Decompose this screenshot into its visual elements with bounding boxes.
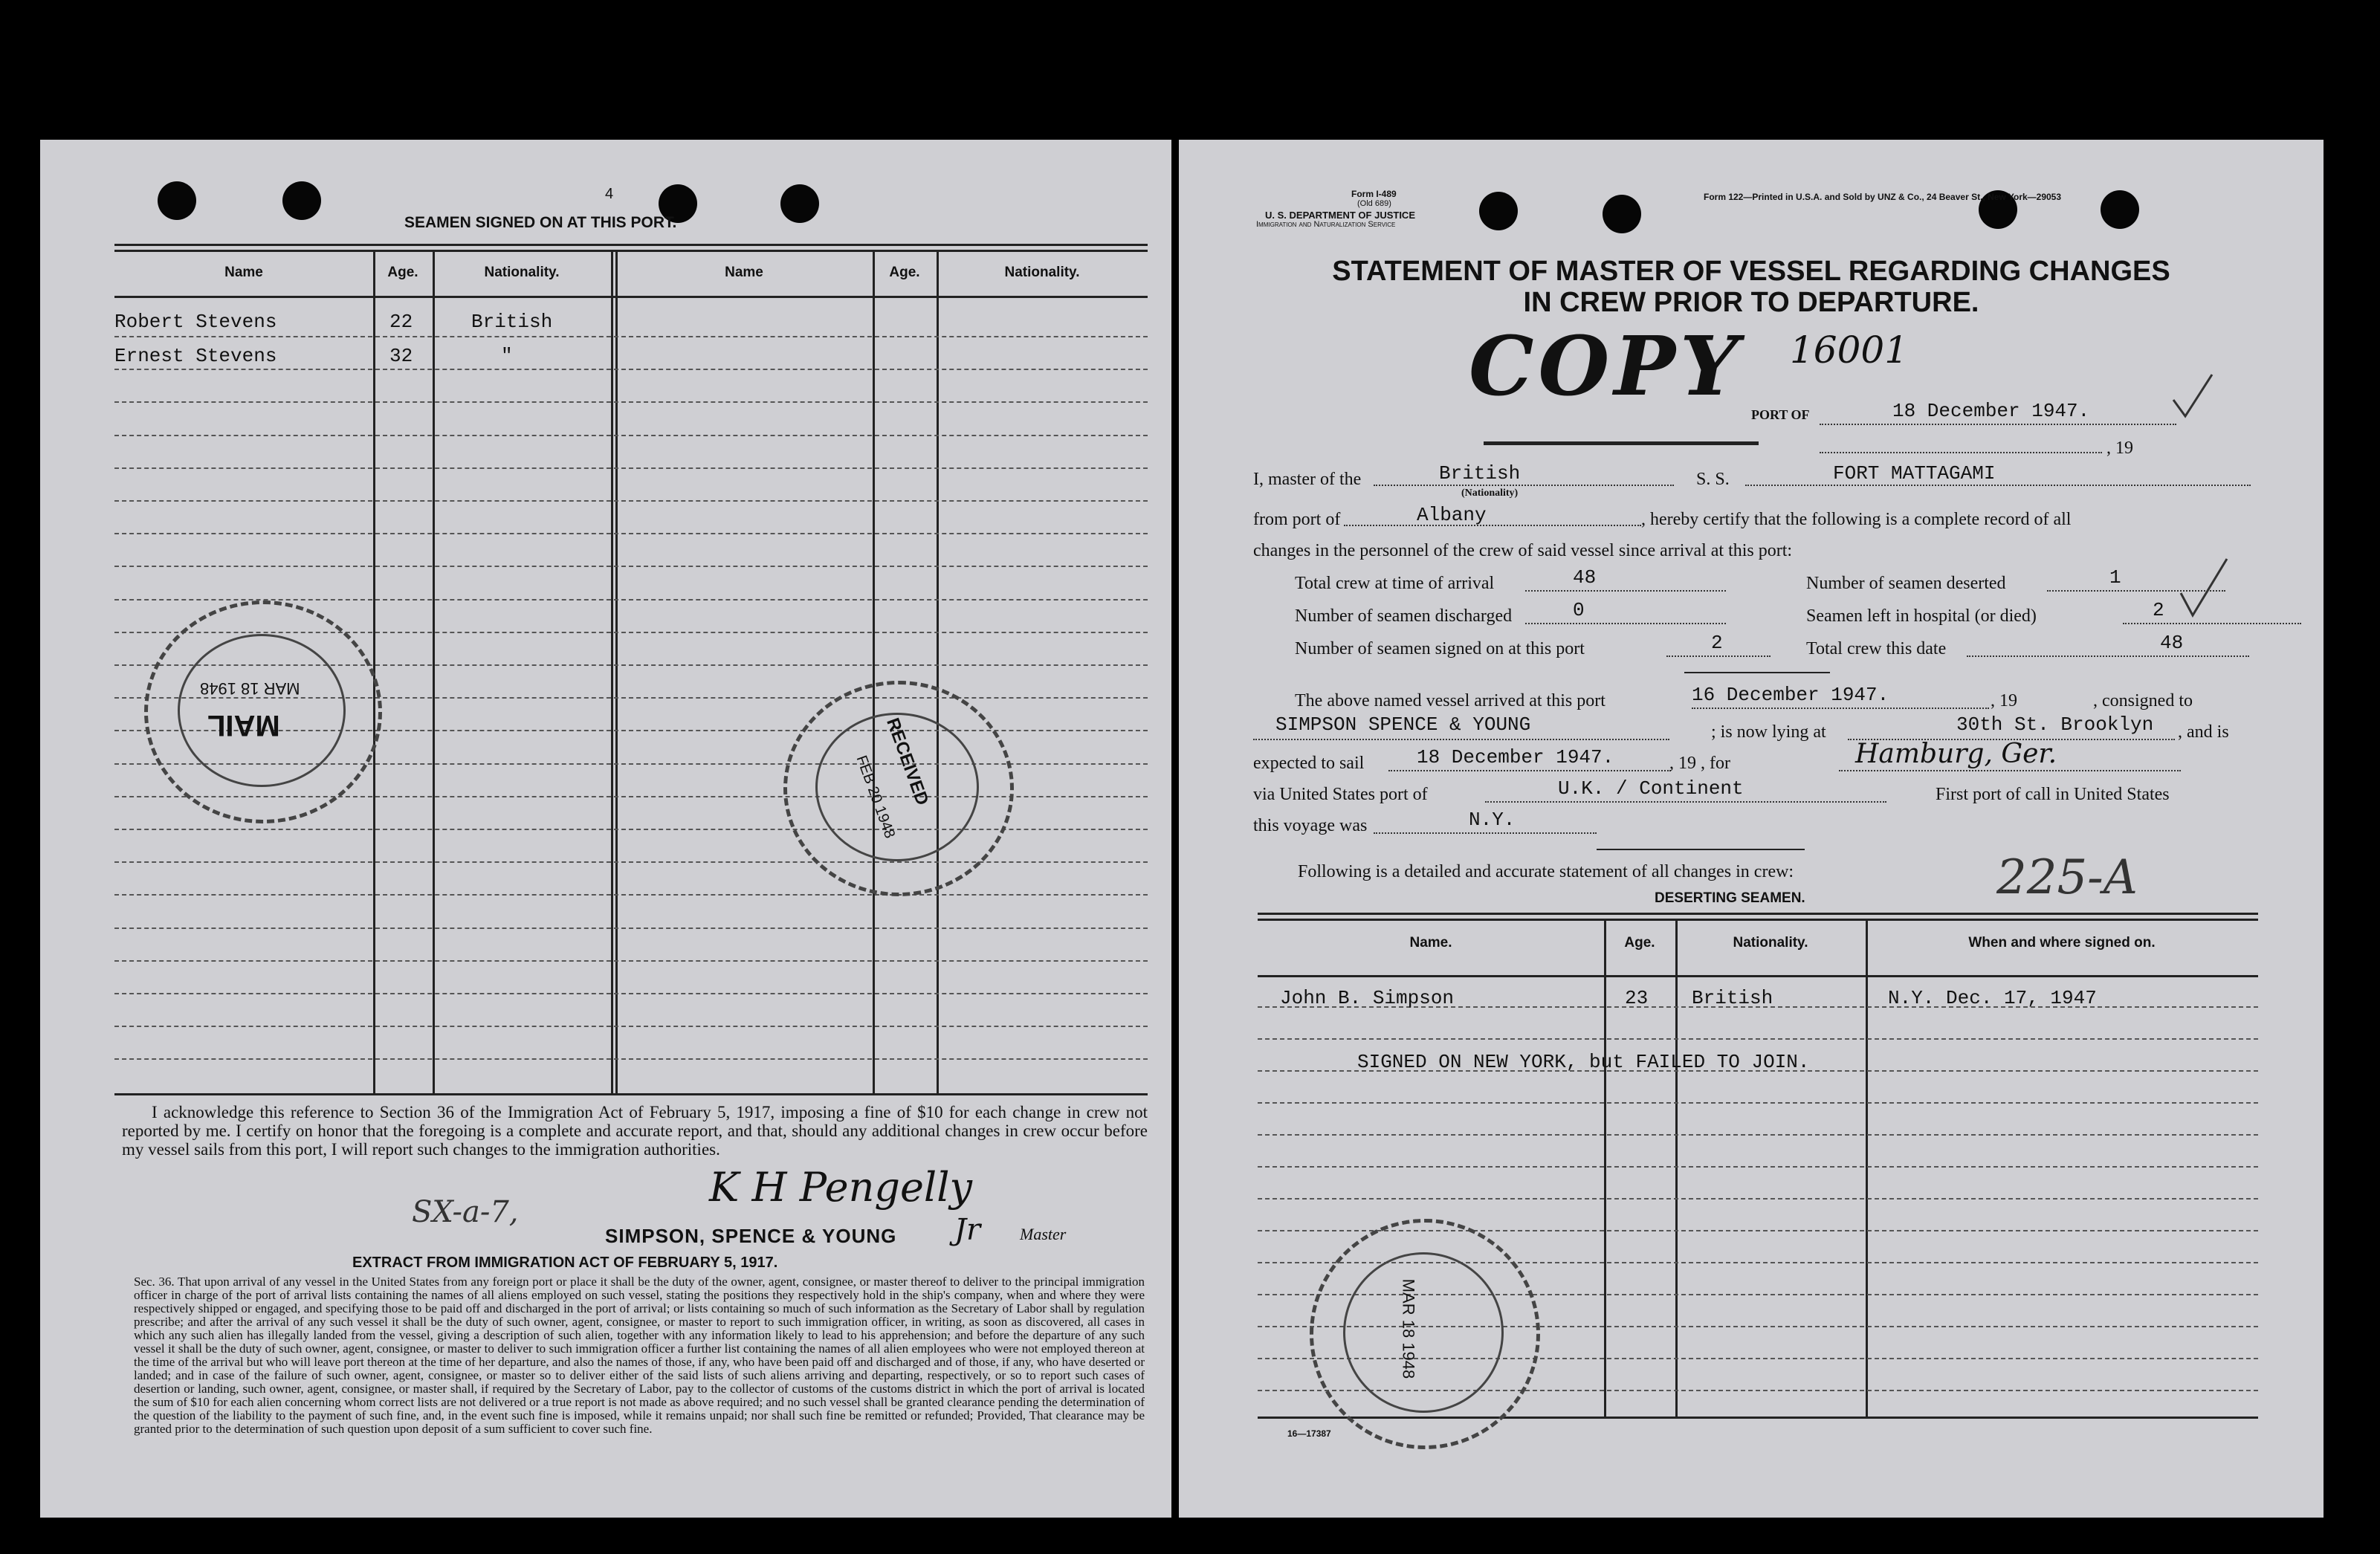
arrived-date: 16 December 1947. [1692,684,1889,706]
form-old: (Old 689) [1357,199,1391,208]
row-name: Ernest Stevens [114,345,277,367]
ruled-line [114,960,1148,962]
ruled-line [114,500,1148,502]
row-name: Robert Stevens [114,311,277,333]
ruled-line [114,336,1148,337]
ruled-line [114,533,1148,534]
ruled-line [114,369,1148,370]
voyage-port: N.Y. [1469,809,1516,831]
handwritten-note: SX-a-7, [412,1195,519,1229]
col-age-2: Age. [889,265,920,280]
footer-code: 16—17387 [1287,1428,1331,1439]
agent-stamp: SIMPSON, SPENCE & YOUNG [605,1225,897,1247]
department: U. S. DEPARTMENT OF JUSTICE [1265,210,1415,221]
deserter-nationality: British [1692,987,1773,1009]
nationality-value: British [1439,462,1521,485]
ruled-line [114,993,1148,994]
total-crew-arrival: 48 [1573,566,1597,589]
ruled-line [1258,1134,2258,1136]
punch-hole [2101,190,2139,229]
col-name: Name [224,265,263,280]
ruled-line [1258,1198,2258,1200]
ruled-line [114,566,1148,567]
ruled-line [114,894,1148,896]
ruled-line [1258,1038,2258,1040]
ruled-line [114,435,1148,436]
acknowledgement-text: I acknowledge this reference to Section 36 of the Immigration Act of February 5, 1917, imposing a fine of $10 for each change in crew not reported by me. I certify on honor that the foregoing is a complete and accurate report, and that, should any additional changes in crew occur before my vessel sails from this port, I will report such changes to the immigration authorities. [122,1103,1148,1159]
punch-hole [158,181,196,220]
lying-at: 30th St. Brooklyn [1956,713,2154,736]
ruled-line [114,1026,1148,1027]
ruled-line [1258,1166,2258,1168]
col-nationality: Nationality. [484,265,560,280]
form-number: Form I-489 [1351,189,1397,199]
section-36-text: Sec. 36. That upon arrival of any vessel in the United States from any foreign port or place it shall be the duty of the owner, agent, consignee, or master thereof to deliver to the principal immigration officer in charge of the port of arrival lists containing the names of all aliens employed on such vessel, stating the positions they respectively hold in the ship's company, when and where they were respectively shipped or engaged, and specifying those to be paid off and discharged in the port of arrival; or lists containing so much of such information as the Secretary of Labor shall by regulation prescribe; and after the arrival of any such vessel it shall be the duty of such owner, agent, consignee, or master to report to such immigration officer, in writing, as soon as discovered, all cases in which any such alien has illegally landed from the vessel, giving a description of such alien, together with any information likely to lead to his apprehension; and before the departure of any such vessel it shall be the duty of such owner, agent, consignee, or master to deliver to such immigration officer a further list containing the names of all alien employees who were not employed thereon at the time of the arrival but who will leave port thereon at the time of her departure, and also the names of those, if any, who have been paid off and discharged and of those, if any, who have deserted or landed; and in case of the failure of such owner, agent, consignee, or master so to deliver either of the said lists of such aliens arriving and departing, respectively, or so to report such cases of desertion or landing, such owner, agent, consignee, or master shall, if required by the Secretary of Labor, pay to the collector of customs of the customs district in which the port of arrival is located the sum of $10 for each alien concerning whom correct lists are not delivered or a true report is not made as above required; and no such vessel shall be granted clearance pending the determination of the question of the liability to the payment of such fine, and, in the event such fine is imposed, while it remains unpaid; nor shall such fine be remitted or refunded; Provided, That clearance may be granted prior to the determination of such question upon deposit of a sum sufficient to cover such fine. [134,1275,1145,1436]
from-port: Albany [1417,504,1487,526]
ruled-line [114,401,1148,403]
signature-suffix: Jr [954,1213,981,1247]
ruled-line [114,467,1148,469]
handwritten-number: 16001 [1790,328,1909,372]
row-age: 22 [389,311,413,333]
sail-date: 18 December 1947. [1417,746,1614,768]
deserted-count: 1 [2109,566,2121,589]
deserting-heading: DESERTING SEAMEN. [1655,890,1805,906]
row-nationality: " [501,345,513,367]
consignee: SIMPSON SPENCE & YOUNG [1275,713,1531,736]
remark: SIGNED ON NEW YORK, but FAILED TO JOIN. [1357,1051,1810,1073]
signed-on-count: 2 [1711,632,1723,654]
signature: K H Pengelly [709,1164,972,1211]
col-nationality: Nationality. [1733,935,1808,951]
col-name: Name. [1409,935,1452,951]
copy-mark: COPY [1469,318,1743,414]
check-mark [2170,370,2215,422]
right-page: Form I-489 (Old 689) U. S. DEPARTMENT OF JUSTICE Immigration and Naturalization Service Form 122—Printed in U.S.A. and Sold by UNZ & Co., 24 Beaver St., New York—29053 STATEMENT OF MASTER OF VESSEL REGARDING CHANGES IN CREW PRIOR TO DEPARTURE. COPY 16001 PORT OF 18 December 1947. , 19 I, master of the British (Nationality) S. S. FORT MATTAGAMI from port of Albany , hereby certify that the following is a complete record of all changes in the personnel of the crew of said vessel since arrival at this port: Total crew at time of arrival 48 Number of seamen deserted 1 Number of seamen discharged 0 Seamen left in hospital (or died) 2 Number of seamen signed on at this port 2 Total crew this date 48 The above named vessel arrived at this port 16 December 1947. , 19 , consigned to SIMPSON SPENCE & YOUNG ; is now lying at 30th St. Brooklyn , and is expected to sail 18 December 1947. , 19 , for Hamburg, Ger. via United States port of U.K. / Continent First port of call in United States this voyage was N.Y. Following is a detailed and accurate statement of all changes in crew: 225-A DESERTING SEAMEN. Name. Age. Nationality. When and where signed on. John B. Simpson 23 British N.Y. Dec. 17, 1947 SIGNED ON NEW YORK, but FAILED TO JOIN. MAR 18 1948 16—17387 [1179,140,2324,1518]
col-name-2: Name [725,265,763,280]
check-mark [2178,556,2230,623]
deserter-signed-on: N.Y. Dec. 17, 1947 [1888,987,2097,1009]
service: Immigration and Naturalization Service [1256,220,1396,229]
punch-hole [282,181,321,220]
printer-note: Form 122—Printed in U.S.A. and Sold by UNZ & Co., 24 Beaver St., New York—29053 [1704,192,2062,202]
form-title: STATEMENT OF MASTER OF VESSEL REGARDING CHANGES [1332,256,2170,287]
ruled-line [114,1058,1148,1060]
row-age: 32 [389,345,413,367]
col-age: Age. [1624,935,1655,951]
master-label: Master [1020,1225,1067,1243]
ruled-line [1258,1102,2258,1104]
vessel-name: FORT MATTAGAMI [1833,462,1996,485]
postmark-stamp: MAR 18 1948 [1310,1219,1540,1449]
form-subtitle: IN CREW PRIOR TO DEPARTURE. [1523,287,1979,318]
postmark-stamp: MAIL MAR 18 1948 [144,600,382,823]
discharged-count: 0 [1573,599,1585,621]
destination: Hamburg, Ger. [1855,739,2057,769]
via-port: U.K. / Continent [1558,777,1744,800]
hospital-count: 2 [2153,599,2164,621]
file-mark: 225-A [1996,850,2138,905]
punch-hole [1479,192,1518,230]
row-nationality: British [471,311,553,333]
ruled-line [114,927,1148,929]
page-number: 4 [605,186,614,202]
left-heading: SEAMEN SIGNED ON AT THIS PORT. [404,214,677,231]
total-crew-date: 48 [2160,632,2184,654]
left-page [40,140,1171,1518]
col-signed-on: When and where signed on. [1968,935,2156,951]
punch-hole [780,184,819,223]
extract-heading: EXTRACT FROM IMMIGRATION ACT OF FEBRUARY 5, 1917. [352,1254,778,1271]
punch-hole [1603,195,1641,233]
deserter-name: John B. Simpson [1280,987,1455,1009]
received-stamp: RECEIVED FEB 20 1948 [783,681,1014,896]
deserter-age: 23 [1625,987,1649,1009]
port-date: 18 December 1947. [1892,400,2090,422]
ruled-line [114,861,1148,863]
col-nationality-2: Nationality. [1004,265,1080,280]
col-age: Age. [387,265,418,280]
